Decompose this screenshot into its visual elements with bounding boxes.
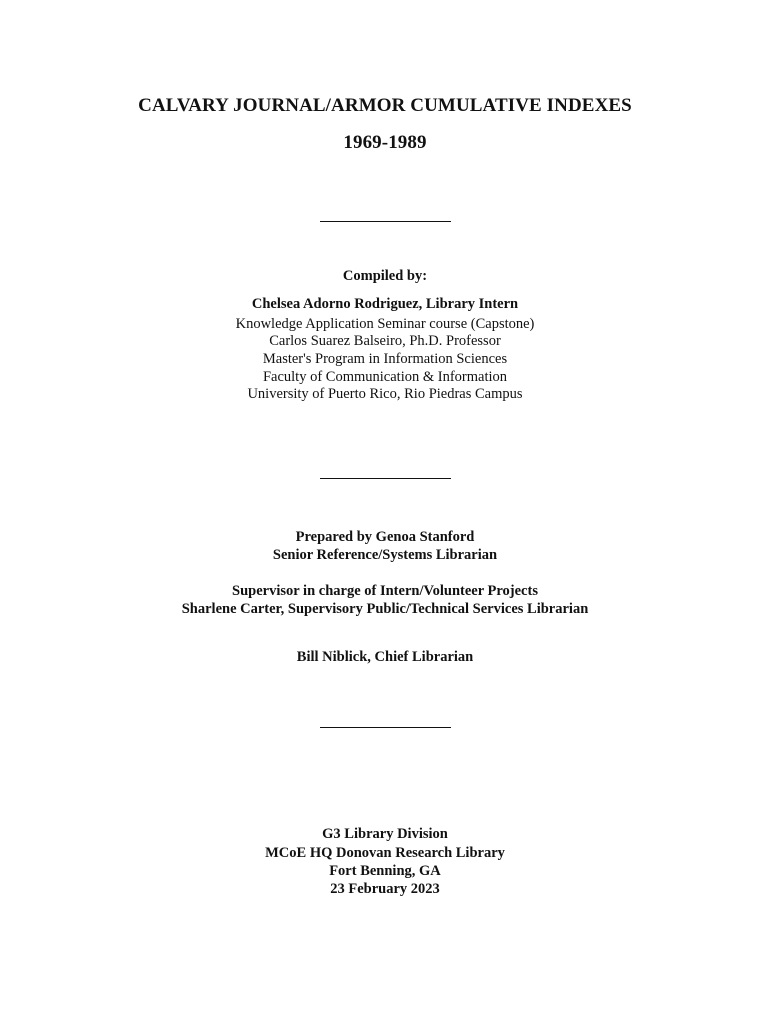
footer-library: MCoE HQ Donovan Research Library bbox=[265, 845, 505, 861]
prepared-by-title: Senior Reference/Systems Librarian bbox=[272, 547, 498, 563]
footer-date: 23 February 2023 bbox=[330, 881, 440, 897]
footer-division: G3 Library Division bbox=[322, 826, 448, 842]
compiled-by-label: Compiled by: bbox=[342, 268, 428, 284]
separator-rule-2 bbox=[320, 478, 451, 479]
document-years: 1969-1989 bbox=[343, 132, 427, 153]
separator-rule-3 bbox=[320, 727, 451, 728]
compiler-detail-course: Knowledge Application Seminar course (Capstone) bbox=[235, 316, 535, 332]
supervisor-role: Supervisor in charge of Intern/Volunteer Projects bbox=[232, 583, 538, 599]
compiler-detail-program: Master's Program in Information Sciences bbox=[262, 351, 508, 367]
document-title: CALVARY JOURNAL/ARMOR CUMULATIVE INDEXES bbox=[138, 95, 632, 116]
prepared-by-name: Prepared by Genoa Stanford bbox=[295, 529, 475, 545]
compiler-detail-university: University of Puerto Rico, Rio Piedras Campus bbox=[247, 386, 523, 402]
footer-location: Fort Benning, GA bbox=[329, 863, 441, 879]
compiler-detail-professor: Carlos Suarez Balseiro, Ph.D. Professor bbox=[269, 333, 501, 349]
chief-librarian: Bill Niblick, Chief Librarian bbox=[296, 649, 474, 665]
compiler-name: Chelsea Adorno Rodriguez, Library Intern bbox=[251, 296, 519, 312]
separator-rule-1 bbox=[320, 221, 451, 222]
supervisor-name: Sharlene Carter, Supervisory Public/Technical Services Librarian bbox=[181, 601, 589, 617]
compiler-detail-faculty: Faculty of Communication & Information bbox=[262, 369, 508, 385]
